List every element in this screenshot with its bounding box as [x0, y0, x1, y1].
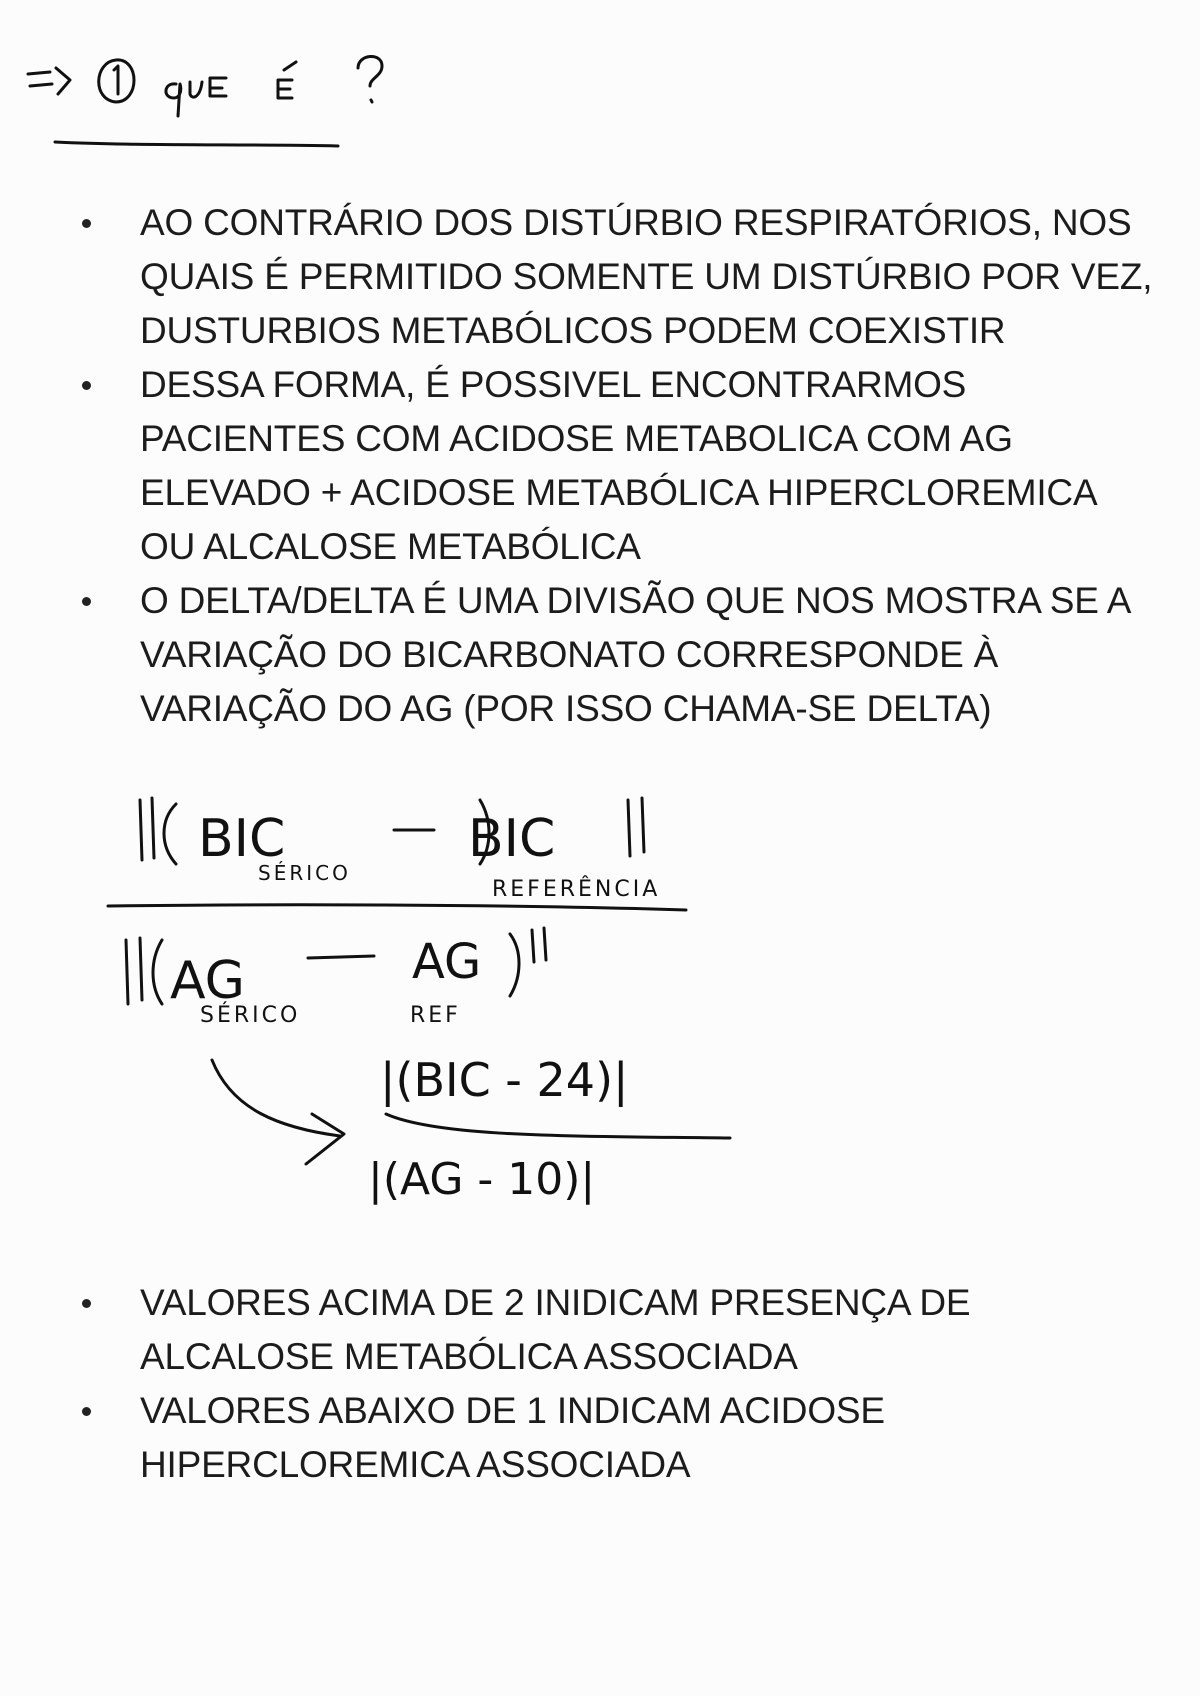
- denominator-right: AG: [412, 934, 482, 990]
- list-item: VALORES ABAIXO DE 1 INDICAM ACIDOSE HIPERCLOREMICA ASSOCIADA: [78, 1384, 1158, 1492]
- bullet-dot: [82, 381, 91, 390]
- bullet-dot: [82, 1407, 91, 1416]
- bullet-list-top: [78, 196, 1158, 736]
- numerator-left-sub: SÉRICO: [258, 861, 351, 885]
- list-item: AO CONTRÁRIO DOS DISTÚRBIO RESPIRATÓRIOS, NOS QUAIS É PERMITIDO SOMENTE UM DISTÚRBIO POR VEZ, DUSTURBIOS METABÓLICOS PODEM COEXISTIR: [78, 196, 1158, 358]
- simplified-numerator: |(BIC - 24)|: [380, 1053, 629, 1107]
- denominator-left: AG: [170, 951, 245, 1011]
- numerator-right: BIC: [468, 809, 556, 869]
- numerator-left: BIC: [198, 809, 286, 869]
- list-item: VALORES ACIMA DE 2 INIDICAM PRESENÇA DE ALCALOSE METABÓLICA ASSOCIADA: [78, 1276, 1158, 1384]
- bullet-list-bottom: [78, 1276, 1158, 1492]
- denominator-right-sub: REF: [410, 1003, 461, 1028]
- delta-delta-formula: [108, 798, 730, 1205]
- list-item: O DELTA/DELTA É UMA DIVISÃO QUE NOS MOSTRA SE A VARIAÇÃO DO BICARBONATO CORRESPONDE À VARIAÇÃO DO AG (POR ISSO CHAMA-SE DELTA): [78, 574, 1158, 736]
- bullet-dot: [82, 1299, 91, 1308]
- handwritten-title: [28, 56, 382, 146]
- numerator-right-sub: REFERÊNCIA: [492, 877, 661, 902]
- list-item: DESSA FORMA, É POSSIVEL ENCONTRARMOS PACIENTES COM ACIDOSE METABOLICA COM AG ELEVADO + ACIDOSE METABÓLICA HIPERCLOREMICA OU ALCALOSE METABÓLICA: [78, 358, 1158, 574]
- simplified-denominator: |(AG - 10)|: [368, 1154, 596, 1205]
- bullet-dot: [82, 219, 91, 228]
- bullet-dot: [82, 597, 91, 606]
- denominator-left-sub: SÉRICO: [200, 1003, 301, 1028]
